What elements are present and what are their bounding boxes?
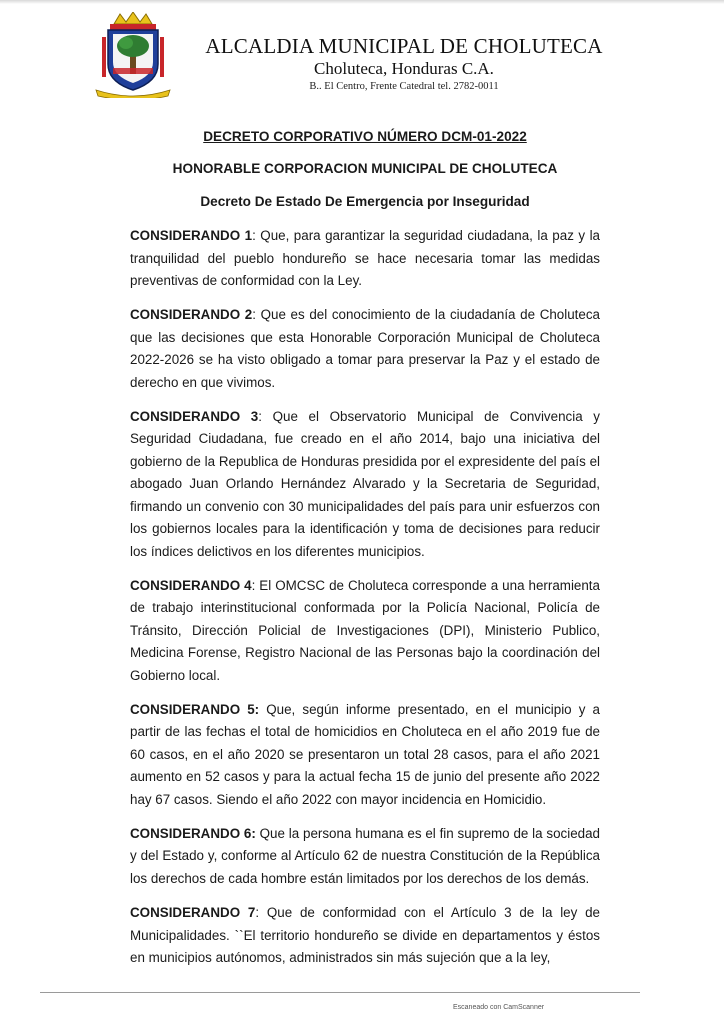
- document-body: [130, 126, 600, 981]
- letterhead-title: ALCALDIA MUNICIPAL DE CHOLUTECA: [205, 34, 603, 58]
- letterhead-address: B.. El Centro, Frente Catedral tel. 2782-0011: [309, 81, 499, 92]
- considerando-1: CONSIDERANDO 1: Que, para garantizar la seguridad ciudadana, la paz y la tranquilidad del pueblo hondureño se hace necesaria tomar las medidas preventivas de conformidad con la Ley.: [130, 228, 600, 289]
- considerando-4: CONSIDERANDO 4: El OMCSC de Choluteca corresponde a una herramienta de trabajo interinstitucional conformada por la Policía Nacional, Policía de Tránsito, Dirección Policial de Investigaciones (DPI), Ministerio Publico, Medicina Forense, Registro Nacional de las Personas bajo la coordinación del Gobierno local.: [130, 577, 600, 683]
- considerando-6: CONSIDERANDO 6: Que la persona humana es el fin supremo de la sociedad y del Estado y, conforme al Artículo 62 de nuestra Constitución de la República los derechos de cada hombre están limitados por los derechos de los demás.: [130, 825, 600, 886]
- letterhead: [84, 12, 644, 102]
- corporation-name: HONORABLE CORPORACION MUNICIPAL DE CHOLUTECA: [172, 161, 558, 177]
- letterhead-subtitle: Choluteca, Honduras C.A.: [314, 59, 494, 78]
- considerando-2: CONSIDERANDO 2: Que es del conocimiento de la ciudadanía de Choluteca que las decisiones que esta Honorable Corporación Municipal de Choluteca 2022-2026 se ha visto obligado a tomar para preservar la Paz y el estado de derecho en que vivimos.: [130, 307, 600, 390]
- decree-number: DECRETO CORPORATIVO NÚMERO DCM-01-2022: [203, 129, 527, 144]
- decree-subject: Decreto De Estado De Emergencia por Inseguridad: [200, 193, 530, 209]
- scanner-watermark: Escaneado con CamScanner: [453, 1004, 545, 1011]
- scan-edge-top: [0, 0, 724, 4]
- scan-edge-bottom: [40, 992, 640, 993]
- considerando-5: CONSIDERANDO 5: Que, según informe presentado, en el municipio y a partir de las fechas el total de homicidios en Choluteca en el año 2019 fue de 60 casos, en el año 2020 se presentaron un total 28 casos, para el año 2021 aumento en 52 casos y para la actual fecha 15 de junio del presente año 2022 hay 67 casos. Siendo el año 2022 con mayor incidencia en Homicidio.: [130, 701, 600, 807]
- municipal-seal-icon: [92, 12, 174, 98]
- considerando-7: CONSIDERANDO 7: Que de conformidad con el Artículo 3 de la ley de Municipalidades. ``El territorio hondureño se divide en departamentos y éstos en municipios autónomos, administrados sin más sujeción que a la ley,: [130, 905, 600, 965]
- considerando-3: CONSIDERANDO 3: Que el Observatorio Municipal de Convivencia y Seguridad Ciudadana, fue creado en el año 2014, bajo una iniciativa del gobierno de la Republica de Honduras presidida por el expresidente del país el abogado Juan Orlando Hernández Alvarado y la Secretaria de Seguridad, firmando un convenio con 30 municipalidades del país para unir esfuerzos con los gobiernos locales para la identificación y toma de decisiones para reducir los índices delictivos en los diferentes municipios.: [130, 409, 600, 559]
